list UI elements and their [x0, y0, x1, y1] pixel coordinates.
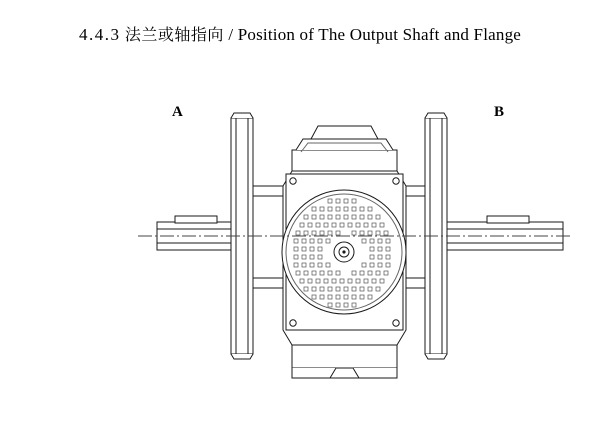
right-output-shaft — [437, 216, 563, 250]
left-output-shaft — [157, 216, 235, 250]
section-title-separator: / — [228, 25, 238, 44]
fan-cover-hub — [334, 242, 354, 262]
view-label-b: B — [494, 104, 505, 120]
left-flange-hub — [253, 186, 283, 288]
section-number: 4.4.3 — [78, 25, 121, 44]
view-label-a: A — [172, 104, 183, 120]
section-title-english: Position of The Output Shaft and Flange — [237, 25, 522, 44]
section-title-chinese: 法兰或轴指向 — [124, 25, 224, 44]
terminal-box — [311, 126, 378, 139]
